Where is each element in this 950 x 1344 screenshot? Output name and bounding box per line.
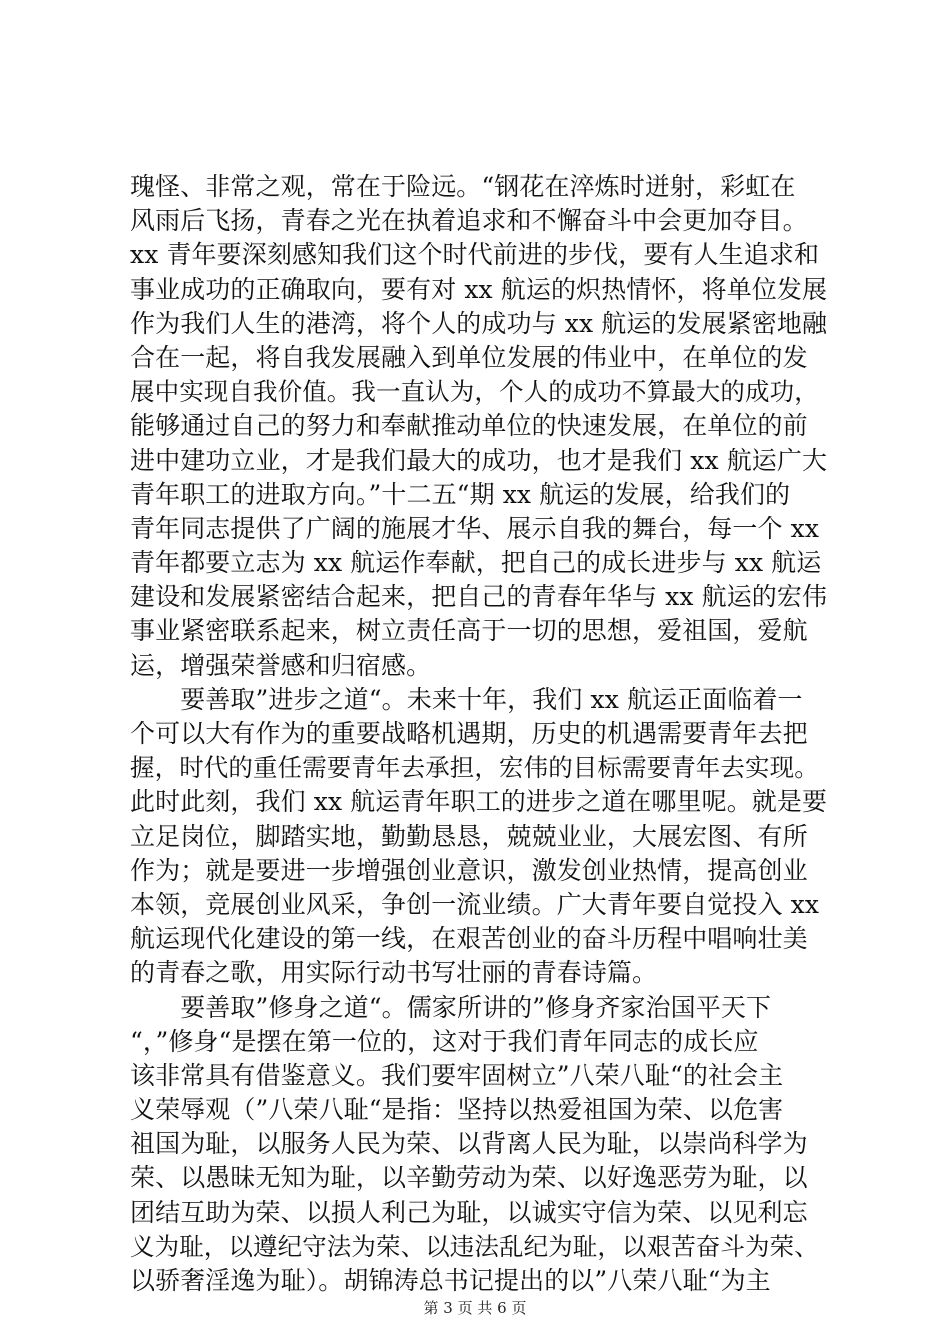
text-line: 立足岗位，脚踏实地，勤勤恳恳，兢兢业业，大展宏图、有所	[130, 821, 808, 851]
text-line: 作为；就是要进一步增强创业意识，激发创业热情，提高创业	[130, 855, 808, 885]
text-line: 要善取”进步之道“。未来十年，我们 xx 航运正面临着一	[130, 684, 803, 714]
text-line: 握，时代的重任需要青年去承担，宏伟的目标需要青年去实现。	[130, 753, 819, 783]
text-line: 瑰怪、非常之观，常在于险远。“钢花在淬炼时迸射，彩虹在	[130, 172, 796, 201]
text-line: 团结互助为荣、以损人利己为耻，以诚实守信为荣、以见利忘	[130, 1197, 808, 1227]
text-line: “，”修身“是摆在第一位的，这对于我们青年同志的成长应	[130, 1026, 759, 1056]
text-line: 进中建功立业，才是我们最大的成功，也才是我们 xx 航运广大	[130, 445, 828, 475]
text-line: 祖国为耻，以服务人民为荣、以背离人民为耻，以崇尚科学为	[130, 1129, 808, 1159]
text-line: 建设和发展紧密结合起来，把自己的青春年华与 xx 航运的宏伟	[130, 582, 828, 612]
text-line: 作为我们人生的港湾，将个人的成功与 xx 航运的发展紧密地融	[130, 308, 828, 338]
text-line: 运，增强荣誉感和归宿感。	[130, 650, 432, 680]
text-line: 此时此刻，我们 xx 航运青年职工的进步之道在哪里呢。就是要	[130, 787, 828, 817]
text-line: 能够通过自己的努力和奉献推动单位的快速发展，在单位的前	[130, 411, 808, 441]
text-line: 风雨后飞扬，青春之光在执着追求和不懈奋斗中会更加夺目。	[130, 206, 808, 236]
text-line: 合在一起，将自我发展融入到单位发展的伟业中，在单位的发	[130, 342, 808, 372]
text-line: 的青春之歌，用实际行动书写壮丽的青春诗篇。	[130, 958, 658, 988]
text-line: 青年都要立志为 xx 航运作奉献，把自己的成长进步与 xx 航运	[130, 548, 822, 578]
text-line: 荣、以愚昧无知为耻，以辛勤劳动为荣、以好逸恶劳为耻，以	[130, 1163, 808, 1193]
text-line: 事业成功的正确取向，要有对 xx 航运的炽热情怀，将单位发展	[130, 274, 828, 304]
text-line: 该非常具有借鉴意义。我们要牢固树立”八荣八耻“的社会主	[130, 1060, 784, 1090]
text-line: 青年同志提供了广阔的施展才华、展示自我的舞台，每一个 xx	[130, 513, 820, 543]
text-line: 航运现代化建设的第一线，在艰苦创业的奋斗历程中唱响壮美	[130, 924, 808, 954]
text-line: 展中实现自我价值。我一直认为，个人的成功不算最大的成功，	[130, 377, 819, 407]
text-line: 事业紧密联系起来，树立责任高于一切的思想，爱祖国，爱航	[130, 616, 808, 646]
page-number: 第 3 页 共 6 页	[423, 1299, 527, 1317]
text-line: 青年职工的进取方向。”十二五“期 xx 航运的发展，给我们的	[130, 479, 791, 509]
text-line: 要善取”修身之道“。儒家所讲的”修身齐家治国平天下	[130, 992, 772, 1022]
text-line: 以骄奢淫逸为耻）。胡锦涛总书记提出的以”八荣八耻“为主	[130, 1266, 771, 1295]
text-line: 个可以大有作为的重要战略机遇期，历史的机遇需要青年去把	[130, 719, 808, 748]
text-line: xx 青年要深刻感知我们这个时代前进的步伐，要有人生追求和	[130, 240, 820, 270]
text-line: 义荣辱观（”八荣八耻“是指：坚持以热爱祖国为荣、以危害	[130, 1095, 784, 1125]
page-footer	[0, 1298, 950, 1318]
text-line: 义为耻，以遵纪守法为荣、以违法乱纪为耻，以艰苦奋斗为荣、	[130, 1231, 819, 1261]
body-text	[130, 170, 830, 1298]
text-line: 本领，竞展创业风采，争创一流业绩。广大青年要自觉投入 xx	[130, 889, 820, 919]
